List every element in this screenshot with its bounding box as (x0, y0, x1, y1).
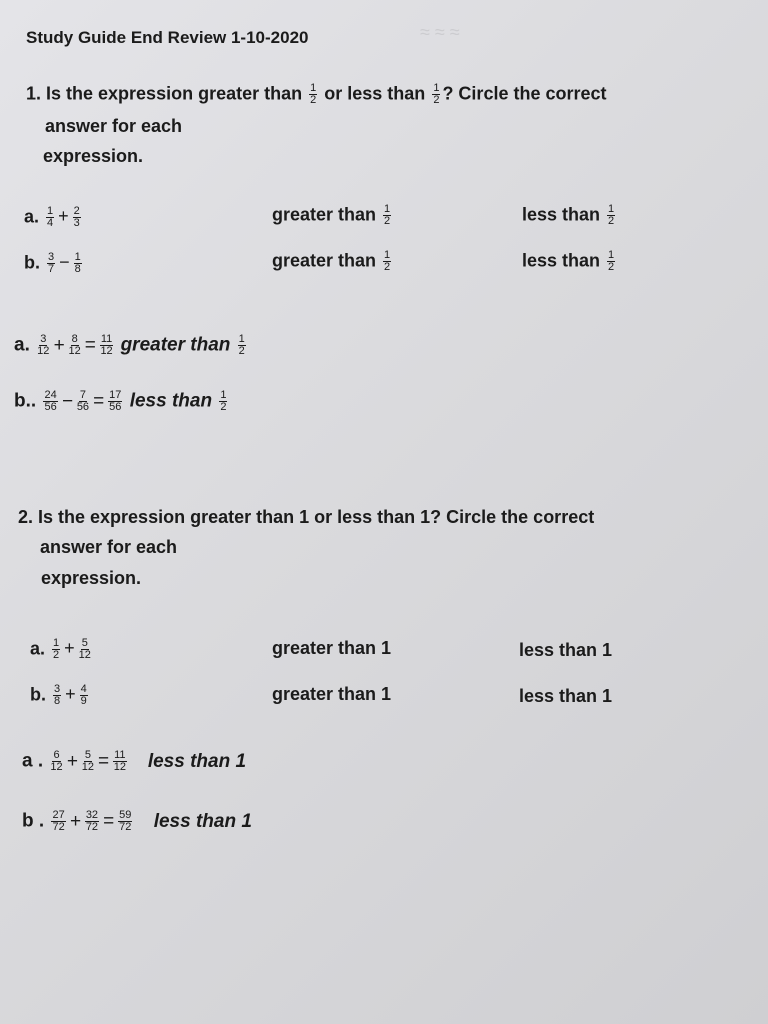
q1-item-a-choice-less[interactable]: less than $\frac{1}{2}$ (522, 203, 615, 227)
question-1-line-2: answer for each (45, 116, 183, 136)
q2-item-a-choice-greater[interactable]: greater than 1 (272, 638, 392, 658)
question-2-line-3: expression. (41, 568, 142, 588)
q1-item-a-expression: a. $\frac{1}{4}$ + $\frac{2}{3}$ (24, 205, 80, 229)
half-fraction: $\frac{1}{2}$ (433, 82, 440, 106)
question-1-line-3: expression. (43, 146, 144, 166)
question-2-line-1: 2. Is the expression greater than 1 or less than 1? Circle the correct (18, 507, 595, 527)
question-2-line-2: answer for each (40, 537, 178, 557)
q1-item-b-choice-less[interactable]: less than $\frac{1}{2}$ (522, 249, 615, 273)
question-1-line-1 (26, 83, 607, 106)
q1-answer-b: b.. $\frac{24}{56}$ − $\frac{7}{56}$ = $\frac{17}{56}$ less than $\frac{1}{2}$ (14, 389, 227, 413)
bleed-through-text: ≈ ≈ ≈ (420, 22, 460, 42)
q2-item-b-expression: b. $\frac{3}{8}$ + $\frac{4}{9}$ (30, 683, 87, 707)
q1-text-mid: or less than (324, 83, 426, 104)
q1-item-b-expression: b. $\frac{3}{7}$ − $\frac{1}{8}$ (24, 251, 81, 275)
q1-item-b-choice-greater[interactable]: greater than $\frac{1}{2}$ (272, 249, 391, 273)
page-title: Study Guide End Review 1-10-2020 (26, 28, 309, 47)
q2-item-a-expression: a. $\frac{1}{2}$ + $\frac{5}{12}$ (30, 637, 91, 661)
q1-text-post: ? Circle the correct (442, 83, 607, 104)
q2-answer-a: a . $\frac{6}{12}$ + $\frac{5}{12}$ = $\frac{11}{12}$ less than 1 (22, 749, 247, 773)
q2-answer-b: b . $\frac{27}{72}$ + $\frac{32}{72}$ = $\frac{59}{72}$ less than 1 (22, 809, 252, 833)
q1-item-a-choice-greater[interactable]: greater than $\frac{1}{2}$ (272, 203, 391, 227)
q1-answer-a: a. $\frac{3}{12}$ + $\frac{8}{12}$ = $\frac{11}{12}$ greater than $\frac{1}{2}$ (14, 333, 245, 357)
q2-item-b-choice-greater[interactable]: greater than 1 (272, 684, 392, 704)
half-fraction: $\frac{1}{2}$ (310, 82, 317, 106)
q1-text-pre: 1. Is the expression greater than (26, 83, 303, 104)
q2-item-a-choice-less[interactable]: less than 1 (519, 640, 613, 660)
q2-item-b-choice-less[interactable]: less than 1 (519, 686, 613, 706)
